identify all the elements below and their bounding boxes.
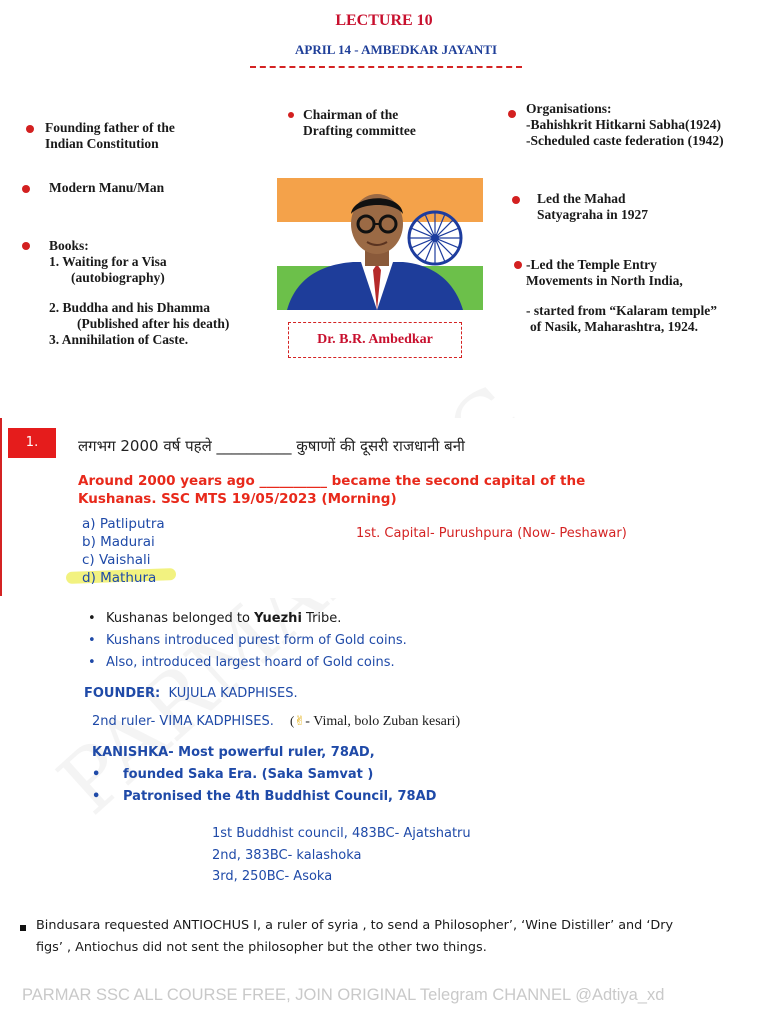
council-1: 1st Buddhist council, 483BC- Ajatshatru (212, 826, 471, 841)
organisations-note (526, 101, 724, 149)
note-line: Chairman of the (303, 107, 399, 122)
question-line: Around 2000 years ago __________ became the second capital of the (78, 473, 586, 489)
mahad-note (537, 191, 648, 223)
books-note (49, 238, 229, 348)
portrait-caption: Dr. B.R. Ambedkar (288, 322, 462, 358)
bullet-icon: • (92, 767, 101, 782)
gold-hoard-note: • Also, introduced largest hoard of Gold coins. (88, 655, 395, 670)
note-line: (Published after his death) (77, 316, 230, 331)
buddhist-council-note: • Patronised the 4th Buddhist Council, 78AD (92, 789, 437, 804)
note-line: Organisations: (526, 101, 612, 116)
second-ruler-note: 2nd ruler- VIMA KADPHISES. (✌- Vimal, bolo Zuban kesari) (92, 713, 461, 729)
lecture-subtitle: APRIL 14 - AMBEDKAR JAYANTI (294, 42, 497, 57)
bullet-icon (514, 261, 522, 269)
bullet-icon (512, 196, 520, 204)
yuezhi-note: • Kushanas belonged to Yuezhi Tribe. (88, 611, 342, 626)
bullet-icon: • (88, 655, 96, 670)
option-b: b) Madurai (82, 534, 155, 550)
gold-coin-note: • Kushans introduced purest form of Gold coins. (88, 633, 407, 648)
square-bullet-icon (20, 925, 26, 931)
saka-era-note: • founded Saka Era. (Saka Samvat ) (92, 767, 374, 782)
bullet-icon (288, 112, 294, 118)
note-line: of Nasik, Maharashtra, 1924. (530, 319, 698, 334)
note-line: 2. Buddha and his Dhamma (49, 300, 210, 315)
temple-entry-note (526, 257, 717, 335)
note-line: Founding father of the (45, 120, 175, 135)
lecture-title: LECTURE 10 (335, 12, 433, 29)
note-line: Indian Constitution (45, 136, 159, 151)
note-line: -Led the Temple Entry (526, 257, 657, 272)
option-a: a) Patliputra (82, 516, 165, 532)
chairman-note (303, 107, 416, 139)
note-line: 1. Waiting for a Visa (49, 254, 167, 269)
question-english (78, 472, 585, 508)
bullet-icon: • (92, 789, 101, 804)
capital-note: 1st. Capital- Purushpura (Now- Peshawar) (356, 526, 627, 541)
founder-note: FOUNDER: KUJULA KADPHISES. (84, 686, 298, 701)
bindusara-note-line-2: figs’ , Antiochus did not sent the philosopher but the other two things. (36, 940, 487, 955)
council-2: 2nd, 383BC- kalashoka (212, 848, 362, 863)
note-line: - started from “Kalaram temple” (526, 303, 717, 318)
question-line: Kushanas. SSC MTS 19/05/2023 (Morning) (78, 491, 397, 507)
note-line: (autobiography) (71, 270, 165, 285)
bullet-icon (26, 125, 34, 133)
bullet-icon (22, 185, 30, 193)
question-number: 1. (8, 428, 56, 458)
bullet-icon (22, 242, 30, 250)
note-line: 3. Annihilation of Caste. (49, 332, 189, 347)
note-line: Led the Mahad (537, 191, 626, 206)
bullet-icon: • (88, 633, 96, 648)
bullet-icon (508, 110, 516, 118)
note-line: -Scheduled caste federation (1942) (526, 133, 724, 148)
modern-manu-note: Modern Manu/Man (49, 180, 165, 195)
option-d: d) Mathura (82, 570, 157, 586)
council-3: 3rd, 250BC- Asoka (212, 869, 333, 884)
note-line: Satyagraha in 1927 (537, 207, 649, 222)
bindusara-note-line-1: Bindusara requested ANTIOCHUS I, a ruler of syria , to send a Philosopher’, ‘Wine Distiller’ and ‘Dry (36, 918, 674, 933)
note-line: Books: (49, 238, 89, 253)
founding-father-note (45, 120, 175, 152)
note-line: Drafting committee (303, 123, 416, 138)
question-card-border (0, 418, 2, 596)
header-divider (250, 66, 522, 68)
note-line: Movements in North India, (526, 273, 683, 288)
option-c: c) Vaishali (82, 552, 151, 568)
question-hindi: लगभग 2000 वर्ष पहले __________ कुषाणों की दूसरी राजधानी बनी (78, 437, 465, 455)
kanishka-note: KANISHKA- Most powerful ruler, 78AD, (92, 745, 375, 760)
footer-text: PARMAR SSC ALL COURSE FREE, JOIN ORIGINAL Telegram CHANNEL @Adtiya_xd (22, 986, 665, 1004)
bullet-icon: • (88, 611, 96, 626)
victory-hand-icon: ✌ (294, 714, 306, 729)
note-line: -Bahishkrit Hitkarni Sabha(1924) (526, 117, 722, 132)
ambedkar-portrait (277, 178, 483, 310)
